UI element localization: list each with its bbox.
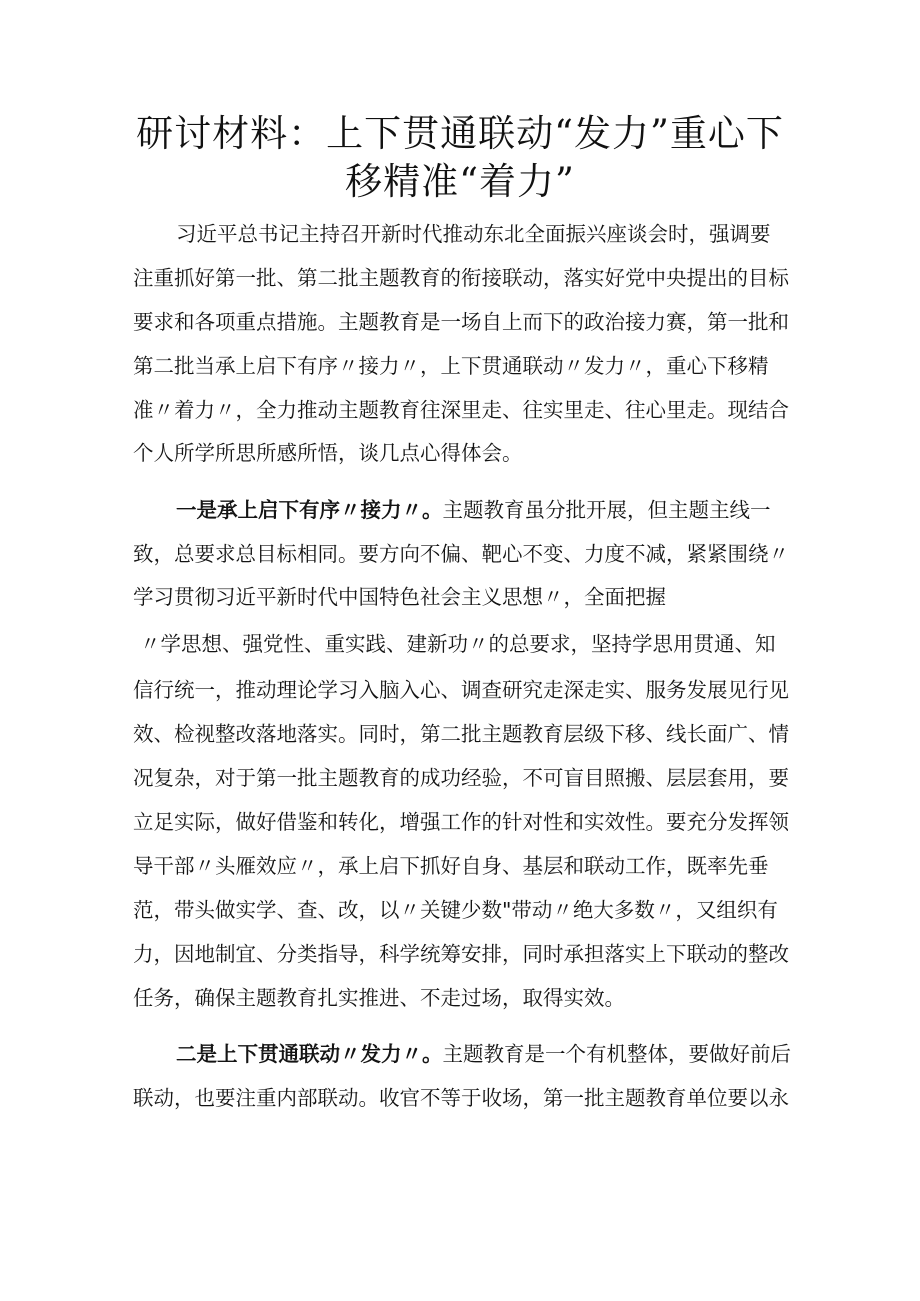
paragraph-2-line-9: 导干部〃头雁效应〃，承上启下抓好自身、基层和联动工作，既率先垂 bbox=[133, 854, 769, 878]
paragraph-2-line-11: 力，因地制宜、分类指导，科学统筹安排，同时承担落实上下联动的整改 bbox=[133, 942, 789, 966]
paragraph-2-line-5: 信行统一，推动理论学习入脑入心、调查研究走深走实、服务发展见行见 bbox=[133, 678, 789, 702]
paragraph-2-line-1 bbox=[176, 500, 771, 521]
paragraph-2-line-2: 致，总要求总目标相同。要方向不偏、靶心不变、力度不减，紧紧围绕〃 bbox=[133, 542, 789, 566]
paragraph-1-line-5: 准〃着力〃，全力推动主题教育往深里走、往实里走、往心里走。现结合 bbox=[133, 398, 789, 422]
paragraph-3-line-2: 联动，也要注重内部联动。收官不等于收场，第一批主题教育单位要以永 bbox=[133, 1086, 789, 1110]
paragraph-2-line-8: 立足实际，做好借鉴和转化，增强工作的针对性和实效性。要充分发挥领 bbox=[133, 810, 789, 834]
paragraph-2-line-7: 况复杂，对于第一批主题教育的成功经验，不可盲目照搬、层层套用，要 bbox=[133, 766, 789, 790]
paragraph-2-line-1-text: 主题教育虽分批开展，但主题主线一 bbox=[442, 498, 771, 522]
paragraph-2-line-6: 效、检视整改落地落实。同时，第二批主题教育层级下移、线长面广、情 bbox=[133, 722, 789, 746]
section-heading-2: 二是上下贯通联动〃发力〃。 bbox=[176, 1042, 443, 1066]
paragraph-1-line-6: 个人所学所思所感所悟，谈几点心得体会。 bbox=[133, 441, 523, 465]
paragraph-1-line-1: 习近平总书记主持召开新时代推动东北全面振兴座谈会时，强调要 bbox=[176, 222, 771, 246]
paragraph-3-line-1 bbox=[176, 1044, 791, 1065]
paragraph-2-line-10: 范，带头做实学、查、改，以〃关键少数"带动〃绝大多数〃，又组织有 bbox=[133, 898, 778, 922]
paragraph-2-line-3: 学习贯彻习近平新时代中国特色社会主义思想〃，全面把握 bbox=[133, 585, 666, 609]
paragraph-1-line-4: 第二批当承上启下有序〃接力〃，上下贯通联动〃发力〃，重心下移精 bbox=[133, 354, 769, 378]
paragraph-2-line-12: 任务，确保主题教育扎实推进、不走过场，取得实效。 bbox=[133, 986, 625, 1010]
paragraph-1-line-2: 注重抓好第一批、第二批主题教育的衔接联动，落实好党中央提出的目标 bbox=[133, 266, 789, 290]
paragraph-3-line-1-text: 主题教育是一个有机整体，要做好前后 bbox=[442, 1042, 791, 1066]
document-title-line-2: 移精准“着力” bbox=[345, 160, 575, 203]
document-title-line-1: 研讨材料：上下贯通联动“发力”重心下 bbox=[136, 112, 784, 155]
section-heading-1: 一是承上启下有序〃接力〃。 bbox=[176, 498, 443, 522]
paragraph-2-line-4: 〃学思想、强党性、重实践、建新功〃的总要求，坚持学思用贯通、知 bbox=[140, 632, 776, 656]
paragraph-1-line-3: 要求和各项重点措施。主题教育是一场自上而下的政治接力赛，第一批和 bbox=[133, 310, 789, 334]
